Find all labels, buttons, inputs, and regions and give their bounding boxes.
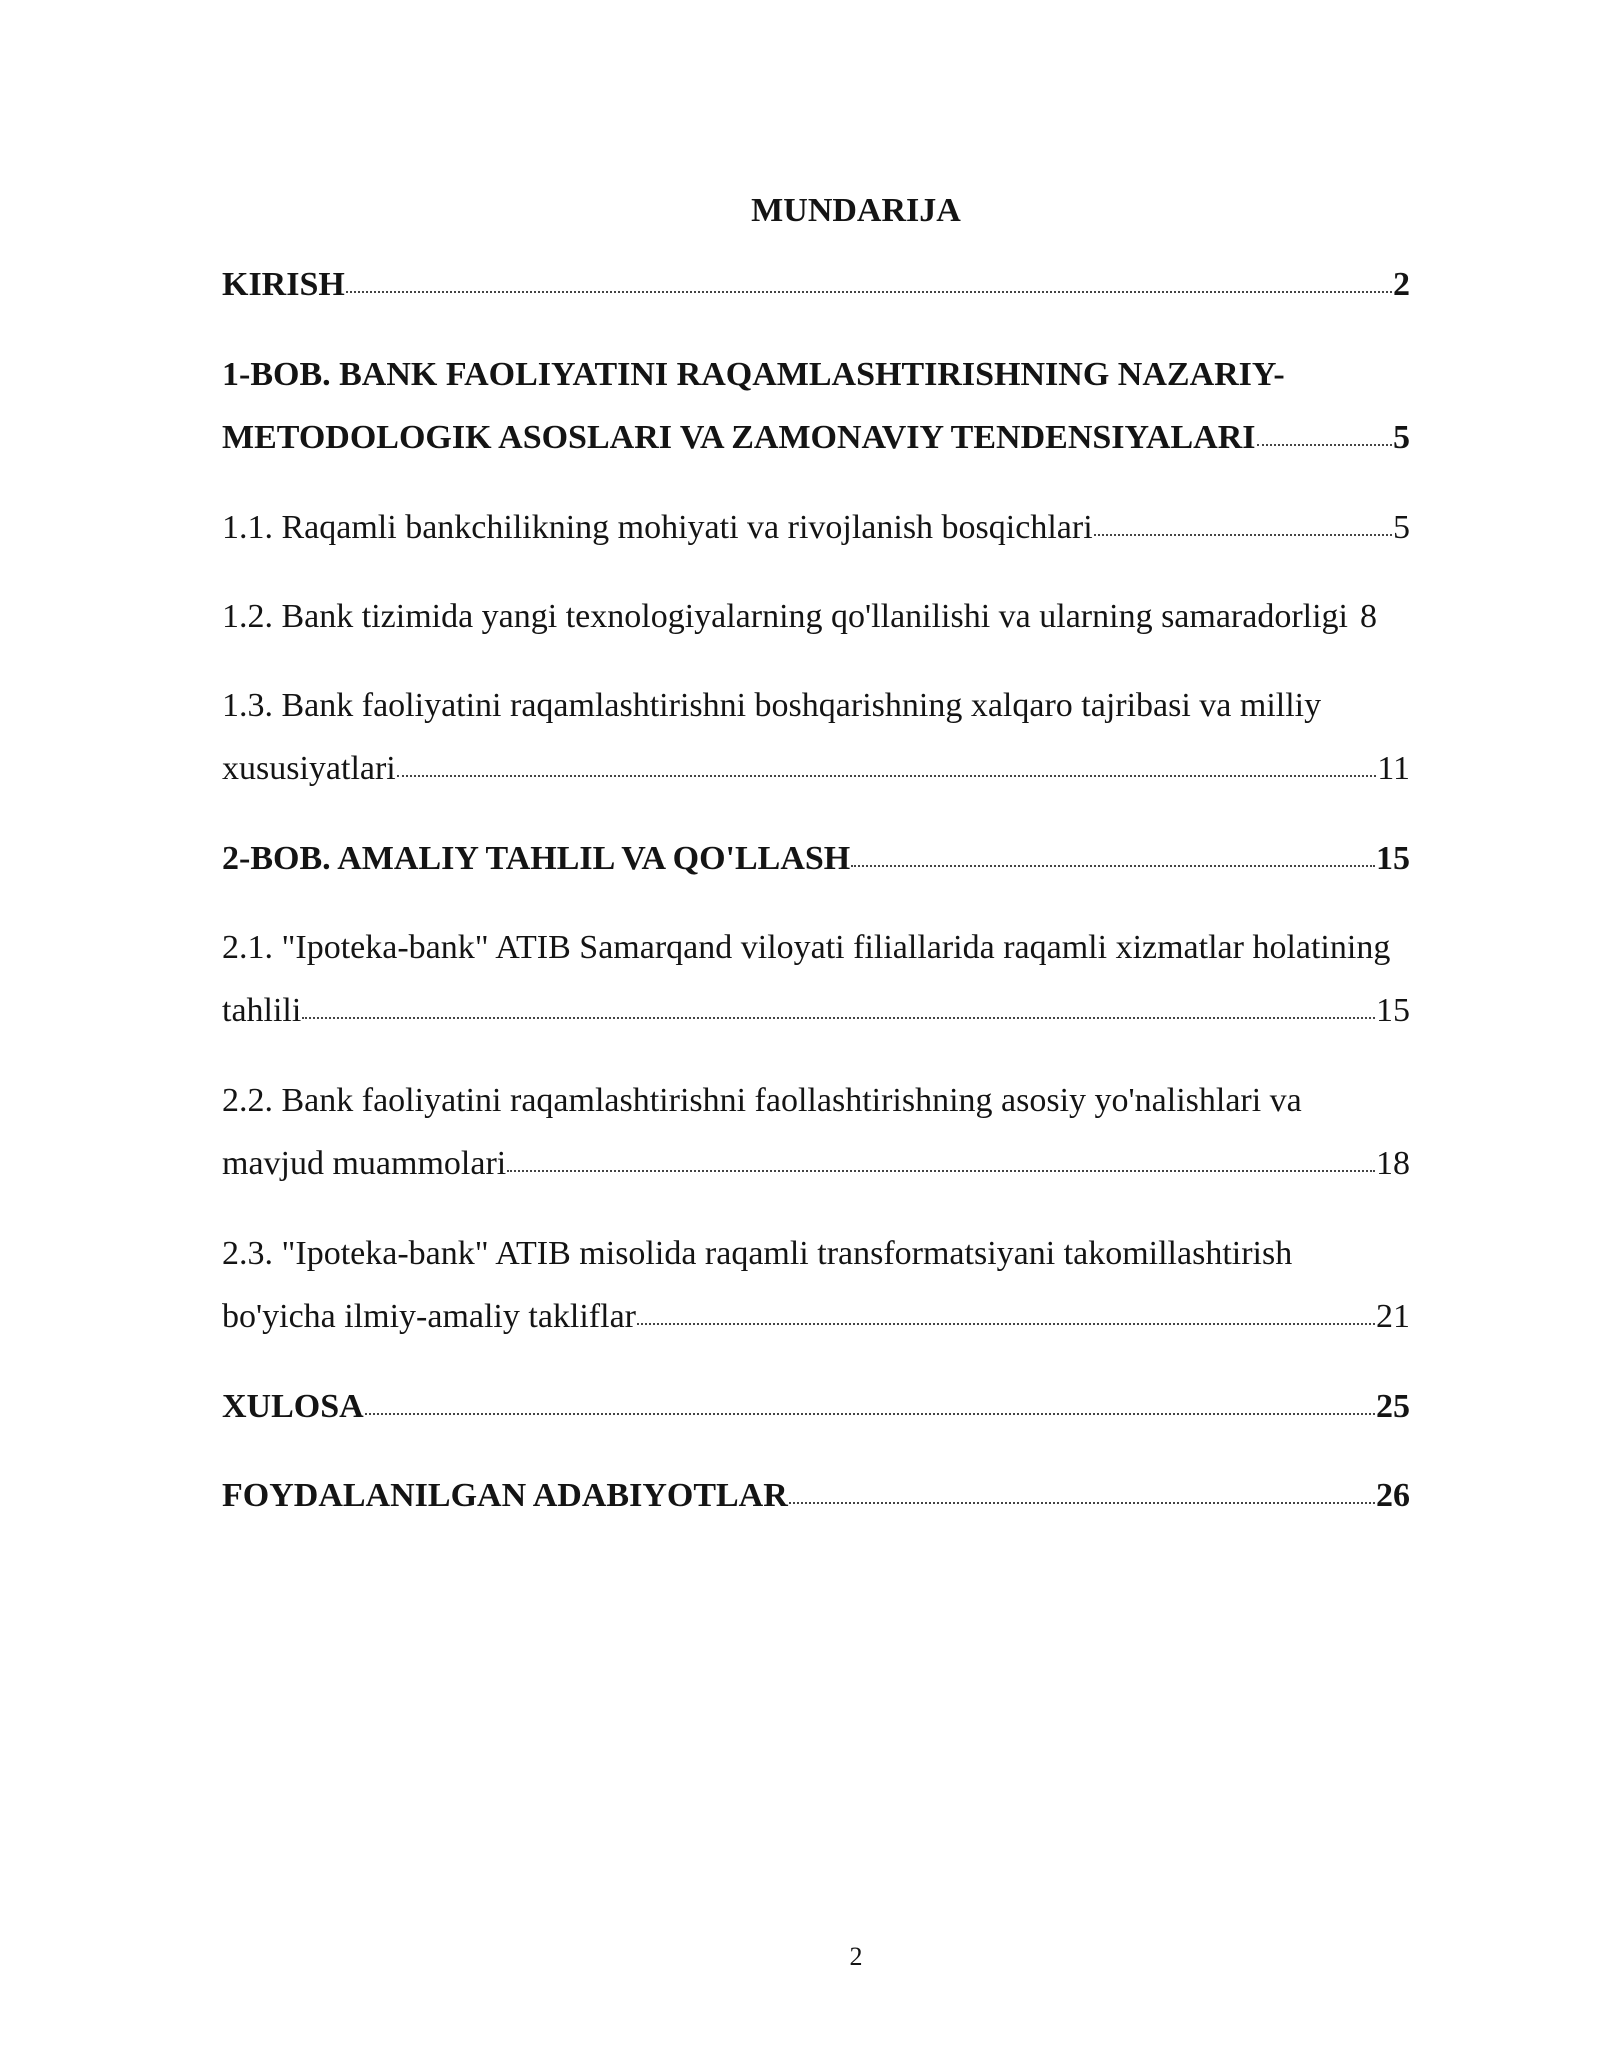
- toc-entry-page: 5: [1393, 419, 1410, 456]
- dot-leader: [302, 1017, 1375, 1019]
- toc-entry-text-line1: 2.1. "Ipoteka-bank" ATIB Samarqand viloyati filiallarida raqamli xizmatlar holatining: [222, 929, 1391, 966]
- toc-entry-page: 8: [1360, 598, 1378, 635]
- toc-entry-text-line1: 1.3. Bank faoliyatini raqamlashtirishni boshqarishning xalqaro tajribasi va milliy: [222, 687, 1322, 724]
- toc-entry-text: FOYDALANILGAN ADABIYOTLAR: [222, 1477, 788, 1514]
- toc-entry-page: 11: [1377, 750, 1410, 787]
- toc-entry-page: 25: [1376, 1388, 1410, 1425]
- toc-entry-section-1-1[interactable]: [222, 496, 1410, 559]
- toc-entry-text-line2: bo'yicha ilmiy-amaliy takliflar: [222, 1298, 636, 1335]
- toc-entry-chapter-1[interactable]: [222, 343, 1410, 469]
- toc-entry-section-2-2[interactable]: [222, 1069, 1410, 1195]
- dot-leader: [1257, 444, 1392, 446]
- toc-entry-page: 18: [1376, 1145, 1410, 1182]
- toc-entry-text-line2: tahlili: [222, 992, 302, 1029]
- toc-entry-page: 5: [1393, 509, 1410, 546]
- toc-entry-page: 15: [1376, 840, 1410, 877]
- toc-entry-references[interactable]: [222, 1464, 1410, 1527]
- toc-entry-text: 1.1. Raqamli bankchilikning mohiyati va rivojlanish bosqichlari: [222, 509, 1093, 546]
- toc-entry-page: 21: [1376, 1298, 1410, 1335]
- dot-leader: [397, 775, 1376, 777]
- toc-entry-section-2-1[interactable]: [222, 916, 1410, 1042]
- dot-leader: [346, 291, 1392, 293]
- toc-entry-text-line1: 2.2. Bank faoliyatini raqamlashtirishni faollashtirishning asosiy yo'nalishlari va: [222, 1082, 1302, 1119]
- page-number: 2: [849, 1942, 863, 1971]
- dot-leader: [507, 1170, 1375, 1172]
- toc-entry-page: 15: [1376, 992, 1410, 1029]
- toc-entry-chapter-2[interactable]: [222, 827, 1410, 890]
- dot-leader: [851, 865, 1375, 867]
- toc-entry-xulosa[interactable]: [222, 1375, 1410, 1438]
- toc-entry-page: 2: [1393, 266, 1410, 303]
- toc-entry-section-1-2[interactable]: [222, 585, 1482, 648]
- toc-entry-text-line2: mavjud muammolari: [222, 1145, 507, 1182]
- toc-entry-text: 1.2. Bank tizimida yangi texnologiyalarning qo'llanilishi va ularning samaradorligi: [222, 598, 1349, 635]
- toc-entry-kirish[interactable]: [222, 253, 1410, 316]
- toc-entry-text: 2-BOB. AMALIY TAHLIL VA QO'LLASH: [222, 840, 851, 877]
- toc-entry-section-2-3[interactable]: [222, 1222, 1410, 1348]
- toc-entry-text: KIRISH: [222, 266, 345, 303]
- toc-entry-text-line1: 2.3. "Ipoteka-bank" ATIB misolida raqamli transformatsiyani takomillashtirish: [222, 1235, 1293, 1272]
- toc-title: MUNDARIJA: [751, 192, 961, 229]
- toc-entry-section-1-3[interactable]: [222, 674, 1410, 800]
- dot-leader: [1094, 534, 1392, 536]
- toc-entry-text-line2: xususiyatlari: [222, 750, 396, 787]
- dot-leader: [789, 1502, 1375, 1504]
- dot-leader: [365, 1413, 1375, 1415]
- toc-entry-text: XULOSA: [222, 1388, 364, 1425]
- dot-leader: [637, 1323, 1375, 1325]
- toc-entry-text-line1: 1-BOB. BANK FAOLIYATINI RAQAMLASHTIRISHNING NAZARIY-: [222, 356, 1285, 393]
- toc-entry-page: 26: [1376, 1477, 1410, 1514]
- toc-entry-text-line2: METODOLOGIK ASOSLARI VA ZAMONAVIY TENDENSIYALARI: [222, 419, 1256, 456]
